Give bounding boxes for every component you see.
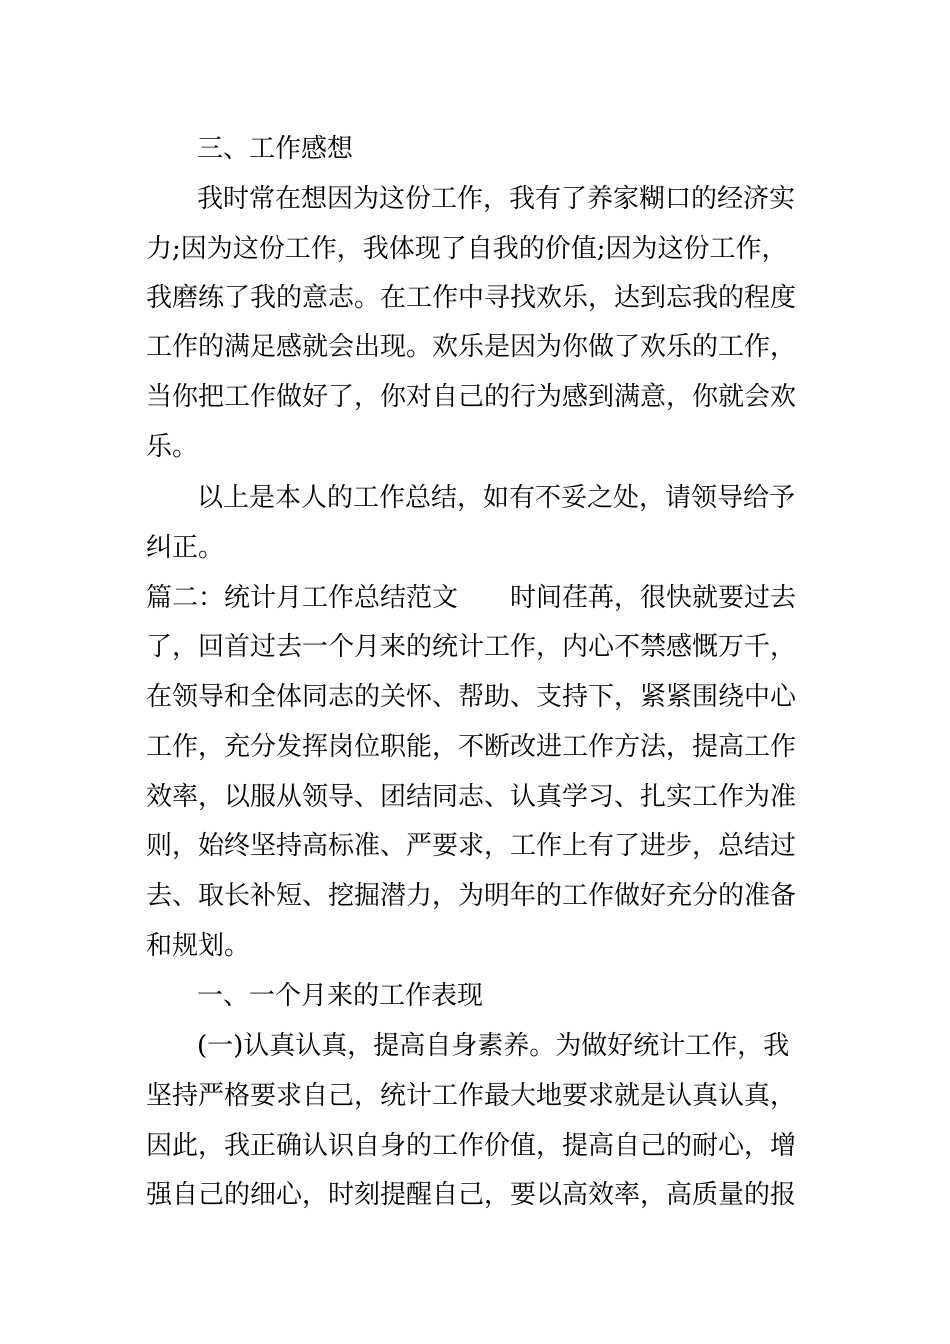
paragraph-line: 以上是本人的工作总结，如有不妥之处，请领导给予 (197, 483, 796, 513)
paragraph-line: 在领导和全体同志的关怀、帮助、支持下，紧紧围绕中心 (146, 682, 797, 712)
paragraph-line: 和规划。 (146, 931, 251, 961)
paragraph-line: 力;因为这份工作，我体现了自我的价值;因为这份工作， (146, 234, 788, 264)
paragraph-line: 则，始终坚持高标准、严要求，工作上有了进步，总结过 (146, 831, 797, 861)
section-heading: 三、工作感想 (197, 134, 354, 164)
paragraph-line: 了，回首过去一个月来的统计工作，内心不禁感慨万千， (146, 632, 797, 662)
article-title-line: 篇二：统计月工作总结范文 时间荏苒，很快就要过去 (146, 583, 797, 613)
paragraph-line: 坚持严格要求自己，统计工作最大地要求就是认真认真， (146, 1081, 797, 1111)
paragraph-line: 效率，以服从领导、团结同志、认真学习、扎实工作为准 (146, 782, 797, 812)
paragraph-line: 我时常在想因为这份工作，我有了养家糊口的经济实 (197, 184, 796, 214)
paragraph-line: 我磨练了我的意志。在工作中寻找欢乐，达到忘我的程度 (146, 283, 797, 313)
paragraph-line: 当你把工作做好了，你对自己的行为感到满意，你就会欢 (146, 382, 797, 412)
section-heading: 一、一个月来的工作表现 (197, 981, 484, 1011)
paragraph-line: 纠正。 (146, 533, 225, 563)
paragraph-line: 强自己的细心，时刻提醒自己，要以高效率，高质量的报 (146, 1180, 797, 1210)
paragraph-line: (一)认真认真，提高自身素养。为做好统计工作，我 (197, 1031, 790, 1061)
paragraph-line: 去、取长补短、挖掘潜力，为明年的工作做好充分的准备 (146, 881, 797, 911)
paragraph-line: 工作的满足感就会出现。欢乐是因为你做了欢乐的工作， (146, 332, 797, 362)
paragraph-line: 工作，充分发挥岗位职能，不断改进工作方法，提高工作 (146, 732, 797, 762)
paragraph-line: 因此，我正确认识自身的工作价值，提高自己的耐心，增 (146, 1131, 797, 1161)
paragraph-line: 乐。 (146, 432, 199, 462)
